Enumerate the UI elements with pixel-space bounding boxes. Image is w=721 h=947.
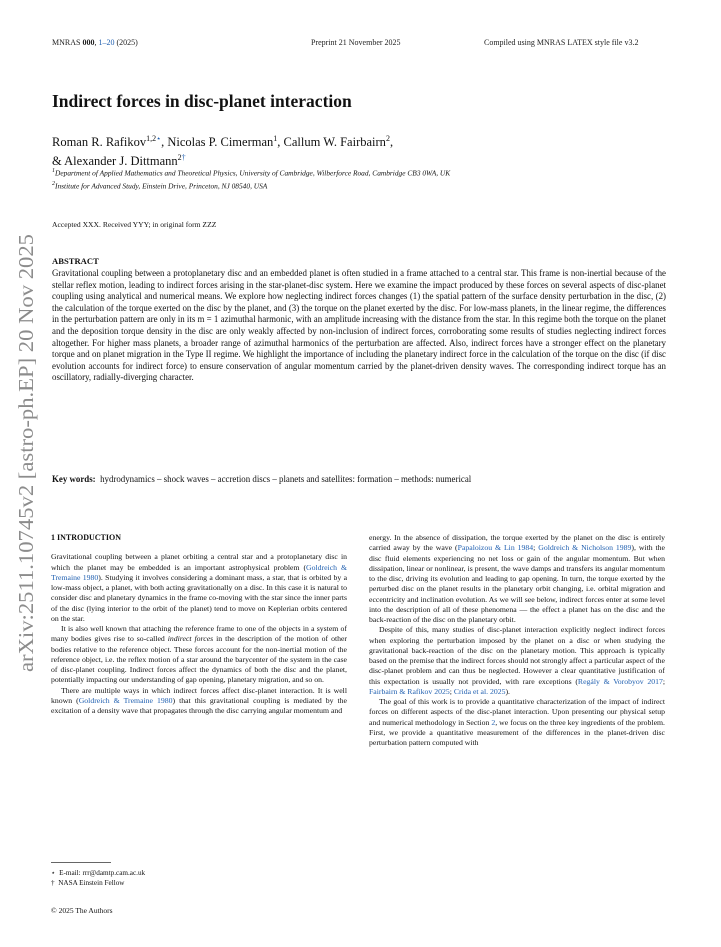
- author-4-affil: 2: [177, 153, 182, 163]
- journal-prefix: MNRAS: [52, 38, 83, 47]
- author-1-footnote-link[interactable]: ⋆: [156, 134, 162, 143]
- author-4: & Alexander J. Dittmann: [52, 154, 178, 169]
- author-1-affil: 1,2: [146, 134, 157, 143]
- emphasis-indirect-forces: indirect forces: [167, 634, 214, 644]
- arxiv-stamp: [4, 232, 40, 672]
- compiled-note: Compiled using MNRAS LATEX style file v3.2: [484, 38, 639, 47]
- paper-title: Indirect forces in disc-planet interaction: [52, 91, 352, 111]
- copyright: © 2025 The Authors: [51, 906, 113, 915]
- right-column: [369, 533, 665, 748]
- author-4-footnote-link[interactable]: †: [181, 153, 186, 163]
- citation-link[interactable]: Goldreich & Tremaine 1980: [78, 695, 173, 705]
- author-3-affil: 2: [385, 134, 390, 143]
- left-column: [51, 533, 347, 716]
- intro-paragraph-4: energy. In the absence of dissipation, the torque exerted by the planet on the disc is entirely carried away by the wave (Papaloizou & Lin 1984; Goldreich & Nicholson 1989), with the disc fluid elements experiencing no net loss or gain of the angular momentum. But when dissipation, linear or nonlinear, is present, the wave damps and transfers its angular momentum to the disc, driving its evolution and leading to gap opening. In turn, the torque exerted by the perturbed disc on the planet results in the planetary orbit changing, i.e. orbital migration and eccentricity and inclination evolution. As we will see below, indirect forces enter at some level into the description of all of these phenomena — the effect a planet has on the disc and the back-reaction of the disc on the planetary orbit.: [369, 533, 665, 624]
- intro-paragraph-5: Despite of this, many studies of disc-planet interaction explicitly neglect indirect forces when exploring the perturbation imposed by the planet on a disc or when studying the gravitational back-reaction of the disc on the planetary motion. This approach is typically based on the premise that the indirect forces should not strongly affect a particular aspect of the disc-planet problem and can thus be neglected. However a clear quantitative justification of this expectation is usually not provided, with rare exceptions (Regály & Vorobyov 2017; Fairbairn & Rafikov 2025; Crida et al. 2025).: [369, 625, 665, 696]
- author-1: Roman R. Rafikov: [52, 135, 147, 150]
- author-sep: ,: [389, 135, 394, 150]
- citation-link[interactable]: Regály & Vorobyov 2017: [577, 676, 663, 686]
- intro-paragraph-2: It is also well known that attaching the reference frame to one of the objects in a system of many bodies gives rise to so-called indirect forces in the description of the motion of other bodies relative to the reference object. These forces account for the non-inertial motion of the reference object, i.e. the reflex motion of a star around the barycenter of the system in the case of disc-planet coupling. Indirect forces affect the dynamics of both the disc and the planet, potentially impacting our understanding of gap opening, planetary migration, and so on.: [51, 624, 347, 685]
- journal-pages-link[interactable]: 1–20: [98, 38, 115, 47]
- keywords-label: Key words:: [52, 474, 96, 484]
- citation-link[interactable]: Goldreich & Nicholson 1989: [538, 543, 632, 553]
- footnote-rule: [51, 862, 111, 863]
- author-2: , Nicolas P. Cimerman: [161, 135, 274, 150]
- footnote-email: ⋆ E-mail: rrr@damtp.cam.ac.uk: [51, 869, 146, 877]
- journal-sep: ,: [94, 38, 99, 47]
- keywords-list: hydrodynamics – shock waves – accretion discs – planets and satellites: formation – methods: numerical: [100, 474, 472, 484]
- affiliation-1: $^1$Department of Applied Mathematics and Theoretical Physics, University of Cambridge, Wilberforce Road, Cambridge CB3 0WA, UK: [52, 168, 451, 178]
- footnote-fellow: † NASA Einstein Fellow: [51, 879, 125, 887]
- section-ref-link[interactable]: 2: [491, 717, 496, 727]
- author-2-affil: 1: [273, 134, 278, 143]
- citation-link[interactable]: Goldreich & Tremaine 1980: [51, 562, 347, 582]
- keywords: [52, 474, 666, 484]
- intro-paragraph-1: Gravitational coupling between a planet orbiting a central star and a protoplanetary disc in which the planet may be embedded is an important astrophysical problem (Goldreich & Tremaine 1980). Studying it involves considering a dominant mass, a star, that is orbited by a low-mass object, a planet, with both acting gravitationally on a disc. In this case it is natural to consider disc and planetary dynamics in the frame co-moving with the star since the inner parts of the disc (lying interior to the orbit of the planet) tend to move on Keplerian orbits centered on the star.: [51, 552, 348, 623]
- author-3: , Callum W. Fairbairn: [277, 135, 386, 150]
- citation-link[interactable]: Fairbairn & Rafikov 2025: [369, 686, 450, 696]
- arxiv-id: arXiv:2511.10745v2 [astro-ph.EP] 20 Nov 2025: [14, 265, 38, 672]
- preprint-date: Preprint 21 November 2025: [311, 38, 401, 47]
- intro-paragraph-6: The goal of this work is to provide a quantitative characterization of the impact of indirect forces on different aspects of the disc-planet interaction. Upon presenting our physical setup and numerical methodology in Section 2, we focus on the three key ingredients of the problem. First, we provide a quantitative measurement of the differences in the planet-driven disc perturbation pattern computed with: [369, 697, 665, 747]
- citation-link[interactable]: Crida et al. 2025: [453, 686, 506, 696]
- journal-year: (2025): [114, 38, 138, 47]
- journal-ref: [52, 38, 138, 47]
- journal-volume: 000: [82, 38, 95, 47]
- abstract-heading: ABSTRACT: [52, 256, 99, 266]
- affiliations: [52, 166, 450, 192]
- section-heading: 1 INTRODUCTION: [51, 533, 122, 542]
- affiliation-2: $^2$Institute for Advanced Study, Einstein Drive, Princeton, NJ 08540, USA: [52, 180, 268, 191]
- abstract-text: Gravitational coupling between a protoplanetary disc and an embedded planet is often studied in a frame attached to a central star. This frame is non-inertial because of the stellar reflex motion, leading to indirect forces arising in the star-planet-disc system. Here we examine the impact produced by these forces on several aspects of disc-planet coupling using analytical and numerical means. We explore how neglecting indirect forces changes (1) the spatial pattern of the surface density perturbation in the disc, (2) the calculation of the torque exerted on the disc by the planet, and (3) the torque on the planet exerted by the disc. For low-mass planets, in the linear regime, the differences in the perturbation pattern are only in its m = 1 azimuthal harmonic, with an amplitude increasing with the distance from the star. In this regime both the torque on the planet and the deposition torque density in the disc are only weakly affected by non-inclusion of indirect forces, corroborating some results of studies neglecting indirect forces altogether. For higher mass planets, a broader range of azimuthal harmonics of the perturbation are affected. Also, indirect forces have a stronger effect on the planetary torque and on planet migration in the Type II regime. We highlight the importance of including the planetary indirect force in the calculation of the torque on the disc (if disc evolution accounts for indirect force) to ensure conservation of angular momentum carried by the planet-driven density waves. The corresponding indirect torque has an oscillatory, radially-diverging character.: [52, 268, 666, 383]
- intro-paragraph-3: There are multiple ways in which indirect forces affect disc-planet interaction. It is well known (Goldreich & Tremaine 1980) that this gravitational coupling is mediated by the excitation of a density wave that propagates through the disc carrying angular momentum and: [51, 685, 347, 715]
- footnotes: [51, 868, 145, 888]
- accepted-line: Accepted XXX. Received YYY; in original form ZZZ: [52, 220, 217, 229]
- citation-link[interactable]: Papaloizou & Lin 1984: [457, 543, 534, 553]
- author-list: [52, 131, 612, 169]
